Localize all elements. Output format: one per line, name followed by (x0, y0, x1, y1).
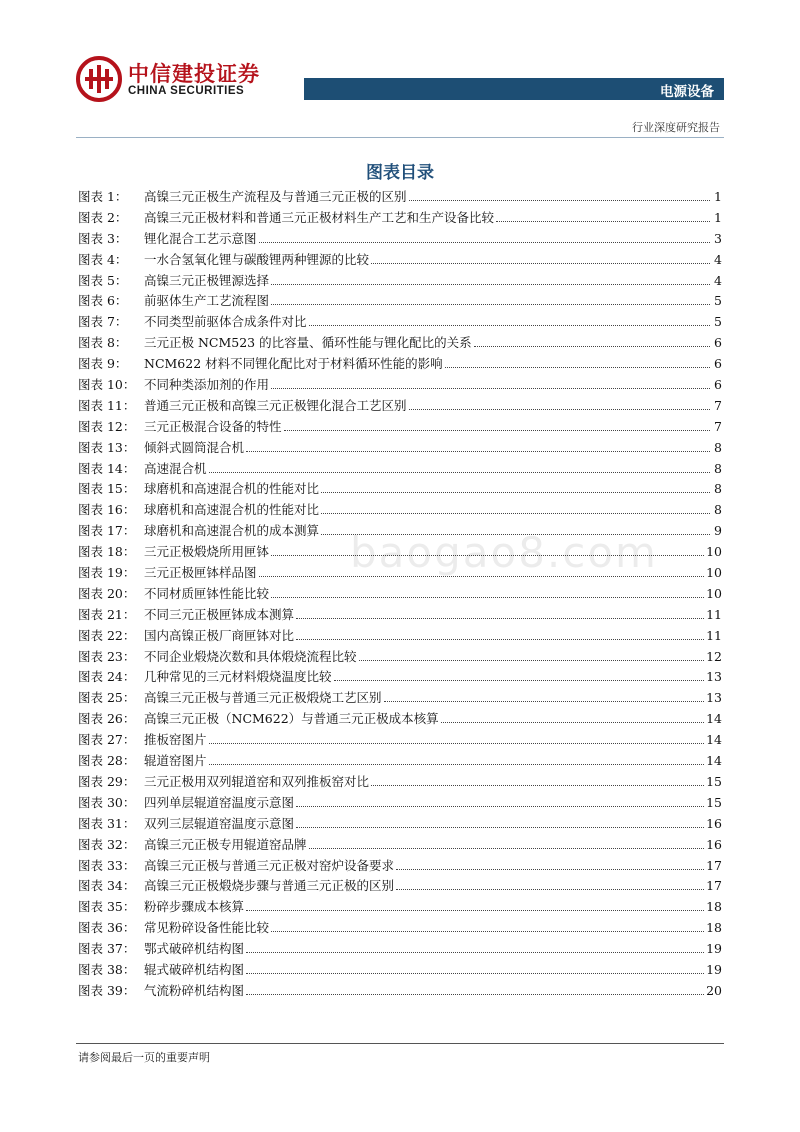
toc-entry-page: 8 (714, 481, 722, 497)
toc-entry-label: 图表 37： (78, 941, 136, 957)
toc-entry-title: 高镍三元正极与普通三元正极煅烧工艺区别 (144, 690, 382, 706)
toc-entry-page: 10 (706, 565, 722, 581)
toc-entry-label: 图表 34： (78, 878, 136, 894)
toc-entry-title: 气流粉碎机结构图 (144, 982, 245, 998)
toc-entry[interactable] (78, 375, 722, 396)
toc-leader-dots (309, 312, 710, 326)
toc-entry-title: 球磨机和高速混合机的性能对比 (144, 481, 320, 497)
footer-disclaimer: 请参阅最后一页的重要声明 (78, 1051, 210, 1064)
toc-entry-title: 前驱体生产工艺流程图 (144, 293, 270, 309)
toc-entry-title: 几种常见的三元材料煅烧温度比较 (144, 669, 332, 685)
toc-entry-label: 图表 24： (78, 669, 136, 685)
toc-entry[interactable] (78, 981, 722, 1002)
toc-entry-page: 6 (714, 377, 722, 393)
toc-entry-page: 17 (706, 857, 722, 873)
toc-leader-dots (396, 856, 704, 870)
toc-entry-page: 4 (714, 272, 722, 288)
toc-entry-page: 5 (714, 293, 722, 309)
toc-entry-label: 图表 25： (78, 690, 136, 706)
toc-entry-label: 图表 18： (78, 544, 136, 560)
toc-entry-title: 三元正极匣钵样品图 (144, 565, 257, 581)
toc-entry-label: 图表 39： (78, 982, 136, 998)
toc-entry[interactable] (78, 918, 722, 939)
toc-entry[interactable] (78, 500, 722, 521)
toc-entry[interactable] (78, 751, 722, 772)
toc-entry[interactable] (78, 814, 722, 835)
toc-entry-label: 图表 26： (78, 711, 136, 727)
toc-entry-title: 三元正极 NCM523 的比容量、循环性能与锂化配比的关系 (144, 335, 472, 351)
toc-leader-dots (396, 876, 704, 890)
toc-entry[interactable] (78, 271, 722, 292)
toc-entry-page: 14 (706, 732, 722, 748)
toc-entry-title: 球磨机和高速混合机的性能对比 (144, 502, 320, 518)
toc-leader-dots (474, 333, 710, 347)
toc-leader-dots (271, 291, 710, 305)
toc-entry-page: 6 (714, 335, 722, 351)
toc-entry[interactable] (78, 438, 722, 459)
toc-entry[interactable] (78, 229, 722, 250)
toc-leader-dots (209, 730, 705, 744)
toc-entry-title: 高镍三元正极与普通三元正极对窑炉设备要求 (144, 857, 395, 873)
toc-entry-label: 图表 30： (78, 794, 136, 810)
toc-entry-title: 高镍三元正极（NCM622）与普通三元正极成本核算 (144, 711, 439, 727)
toc-entry[interactable] (78, 396, 722, 417)
toc-entry-title: NCM622 材料不同锂化配比对于材料循环性能的影响 (144, 356, 443, 372)
toc-leader-dots (321, 479, 710, 493)
toc-entry-title: 不同企业煅烧次数和具体煅烧流程比较 (144, 648, 357, 664)
toc-entry-label: 图表 19： (78, 565, 136, 581)
toc-entry-title: 高镍三元正极锂源选择 (144, 272, 270, 288)
toc-entry-label: 图表 16： (78, 502, 136, 518)
toc-entry-title: 高镍三元正极生产流程及与普通三元正极的区别 (144, 189, 407, 204)
toc-entry-label: 图表 13： (78, 439, 136, 455)
toc-leader-dots (371, 772, 704, 786)
toc-entry-label: 图表 31： (78, 815, 136, 831)
toc-entry-label: 图表 15： (78, 481, 136, 497)
logo-chinese-name: 中信建投证券 (128, 62, 260, 86)
toc-entry-title: 不同材质匣钵性能比较 (144, 585, 270, 601)
toc-entry[interactable] (78, 897, 722, 918)
toc-entry[interactable] (78, 960, 722, 981)
toc-entry[interactable] (78, 772, 722, 793)
toc-entry-title: 高镍三元正极煅烧步骤与普通三元正极的区别 (144, 878, 395, 894)
toc-entry-page: 11 (706, 627, 722, 643)
toc-entry-page: 10 (706, 544, 722, 560)
toc-entry-label: 图表 17： (78, 523, 136, 539)
toc-entry[interactable] (78, 709, 722, 730)
toc-entry-title: 四列单层辊道窑温度示意图 (144, 794, 295, 810)
toc-entry-page: 17 (706, 878, 722, 894)
toc-leader-dots (296, 626, 704, 640)
toc-entry-label: 图表 22： (78, 627, 136, 643)
toc-entry-label: 图表 32： (78, 836, 136, 852)
toc-entry-page: 15 (706, 794, 722, 810)
toc-leader-dots (441, 709, 704, 723)
toc-leader-dots (496, 208, 710, 222)
company-logo (76, 56, 266, 104)
toc-entry-title: 粉碎步骤成本核算 (144, 899, 245, 915)
toc-entry-title: 一水合氢氧化锂与碳酸锂两种锂源的比较 (144, 251, 370, 267)
toc-entry-title: 球磨机和高速混合机的成本测算 (144, 523, 320, 539)
toc-entry-page: 15 (706, 773, 722, 789)
toc-entry-page: 16 (706, 815, 722, 831)
toc-entry[interactable] (78, 793, 722, 814)
toc-entry-page: 4 (714, 251, 722, 267)
toc-leader-dots (334, 667, 705, 681)
toc-entry[interactable] (78, 312, 722, 333)
toc-entry[interactable] (78, 417, 722, 438)
toc-entry-title: 不同三元正极匣钵成本测算 (144, 606, 295, 622)
toc-entry-title: 国内高镍正极厂商匣钵对比 (144, 627, 295, 643)
toc-entry-label: 图表 35： (78, 899, 136, 915)
toc-leader-dots (209, 751, 705, 765)
toc-entry[interactable] (78, 208, 722, 229)
toc-entry-title: 常见粉碎设备性能比较 (144, 920, 270, 936)
header-bar (304, 78, 724, 100)
toc-entry[interactable] (78, 605, 722, 626)
toc-leader-dots (409, 396, 710, 410)
toc-entry-page: 7 (714, 418, 722, 434)
toc-leader-dots (384, 688, 705, 702)
toc-entry-page: 1 (714, 189, 722, 204)
toc-entry-title: 不同类型前驱体合成条件对比 (144, 314, 307, 330)
toc-leader-dots (271, 271, 710, 285)
toc-entry-label: 图表 23： (78, 648, 136, 664)
toc-leader-dots (296, 605, 704, 619)
toc-leader-dots (284, 417, 710, 431)
toc-entry-page: 9 (714, 523, 722, 539)
toc-entry-page: 7 (714, 397, 722, 413)
toc-entry[interactable] (78, 187, 722, 208)
toc-entry-title: 推板窑图片 (144, 732, 207, 748)
toc-entry-page: 6 (714, 356, 722, 372)
toc-entry-label: 图表 7： (78, 314, 128, 330)
toc-leader-dots (271, 375, 710, 389)
toc-entry-title: 高速混合机 (144, 460, 207, 476)
toc-leader-dots (296, 793, 704, 807)
toc-leader-dots (246, 438, 710, 452)
toc-entry-label: 图表 5： (78, 272, 128, 288)
citic-logo-icon (76, 56, 122, 102)
toc-leader-dots (309, 835, 705, 849)
toc-leader-dots (209, 459, 710, 473)
toc-entry[interactable] (78, 250, 722, 271)
toc-entry-label: 图表 33： (78, 857, 136, 873)
toc-leader-dots (246, 897, 704, 911)
toc-entry-page: 13 (706, 669, 722, 685)
toc-leader-dots (371, 250, 710, 264)
toc-entry-title: 辊式破碎机结构图 (144, 961, 245, 977)
toc-leader-dots (445, 354, 710, 368)
toc-entry[interactable] (78, 667, 722, 688)
toc-leader-dots (271, 918, 704, 932)
toc-entry-label: 图表 11： (78, 397, 136, 413)
toc-entry[interactable] (78, 647, 722, 668)
toc-leader-dots (259, 229, 710, 243)
toc-entry-page: 11 (706, 606, 722, 622)
toc-entry[interactable] (78, 835, 722, 856)
toc-entry-page: 8 (714, 439, 722, 455)
toc-entry-label: 图表 8： (78, 335, 128, 351)
toc-leader-dots (246, 981, 704, 995)
toc-entry-label: 图表 3： (78, 230, 128, 246)
toc-entry-page: 14 (706, 753, 722, 769)
toc-leader-dots (296, 814, 704, 828)
toc-entry[interactable] (78, 333, 722, 354)
toc-entry[interactable] (78, 688, 722, 709)
toc-entry-title: 高镍三元正极专用辊道窑品牌 (144, 836, 307, 852)
toc-entry-label: 图表 21： (78, 606, 136, 622)
toc-entry-page: 16 (706, 836, 722, 852)
toc-entry-page: 13 (706, 690, 722, 706)
toc-entry-label: 图表 36： (78, 920, 136, 936)
toc-leader-dots (246, 939, 704, 953)
toc-entry-label: 图表 38： (78, 961, 136, 977)
toc-entry-title: 三元正极用双列辊道窑和双列推板窑对比 (144, 773, 370, 789)
toc-entry-title: 鄂式破碎机结构图 (144, 941, 245, 957)
toc-entry[interactable] (78, 626, 722, 647)
toc-entry-label: 图表 29： (78, 773, 136, 789)
header-divider (76, 137, 724, 138)
toc-entry-title: 普通三元正极和高镍三元正极锂化混合工艺区别 (144, 397, 407, 413)
toc-entry-page: 10 (706, 585, 722, 601)
toc-entry-label: 图表 9： (78, 356, 128, 372)
toc-entry[interactable] (78, 730, 722, 751)
toc-entry-page: 3 (714, 230, 722, 246)
toc-leader-dots (359, 647, 705, 661)
toc-leader-dots (271, 584, 704, 598)
footer-divider (76, 1043, 724, 1044)
toc-entry[interactable] (78, 291, 722, 312)
toc-entry-label: 图表 28： (78, 753, 136, 769)
toc-leader-dots (246, 960, 704, 974)
toc-entry-label: 图表 6： (78, 293, 128, 309)
toc-entry-title: 双列三层辊道窑温度示意图 (144, 815, 295, 831)
toc-entry[interactable] (78, 479, 722, 500)
toc-entry[interactable] (78, 876, 722, 897)
toc-entry-page: 14 (706, 711, 722, 727)
toc-entry-page: 18 (706, 899, 722, 915)
toc-entry-title: 高镍三元正极材料和普通三元正极材料生产工艺和生产设备比较 (144, 209, 495, 225)
toc-entry-page: 5 (714, 314, 722, 330)
toc-entry-page: 12 (706, 648, 722, 664)
toc-entry-label: 图表 14： (78, 460, 136, 476)
toc-entry-page: 1 (714, 209, 722, 225)
toc-entry-title: 三元正极混合设备的特性 (144, 418, 282, 434)
report-type: 行业深度研究报告 (632, 121, 720, 134)
toc-entry-label: 图表 12： (78, 418, 136, 434)
toc-entry[interactable] (78, 459, 722, 480)
toc-entry-page: 19 (706, 961, 722, 977)
watermark: baogao8.com (350, 528, 658, 577)
toc-entry-page: 20 (706, 982, 722, 998)
toc-entry-label: 图表 27： (78, 732, 136, 748)
toc-list (78, 187, 722, 1002)
toc-entry-label: 图表 4： (78, 251, 128, 267)
toc-entry-page: 18 (706, 920, 722, 936)
toc-entry-label: 图表 1： (78, 189, 128, 204)
toc-entry-label: 图表 20： (78, 585, 136, 601)
toc-entry[interactable] (78, 354, 722, 375)
toc-entry-page: 8 (714, 502, 722, 518)
toc-entry[interactable] (78, 584, 722, 605)
toc-entry-title: 三元正极煅烧所用匣钵 (144, 544, 270, 560)
toc-leader-dots (321, 500, 710, 514)
logo-english-name: CHINA SECURITIES (128, 85, 245, 97)
toc-title: 图表目录 (366, 163, 434, 183)
toc-entry-page: 8 (714, 460, 722, 476)
toc-entry-title: 倾斜式圆筒混合机 (144, 439, 245, 455)
toc-entry[interactable] (78, 856, 722, 877)
toc-entry-label: 图表 10： (78, 377, 136, 393)
toc-entry-page: 19 (706, 941, 722, 957)
toc-entry-title: 锂化混合工艺示意图 (144, 230, 257, 246)
toc-entry-title: 辊道窑图片 (144, 753, 207, 769)
toc-leader-dots (409, 187, 710, 201)
toc-entry-title: 不同种类添加剂的作用 (144, 377, 270, 393)
section-label: 电源设备 (660, 84, 714, 100)
toc-entry[interactable] (78, 939, 722, 960)
toc-entry-label: 图表 2： (78, 209, 128, 225)
